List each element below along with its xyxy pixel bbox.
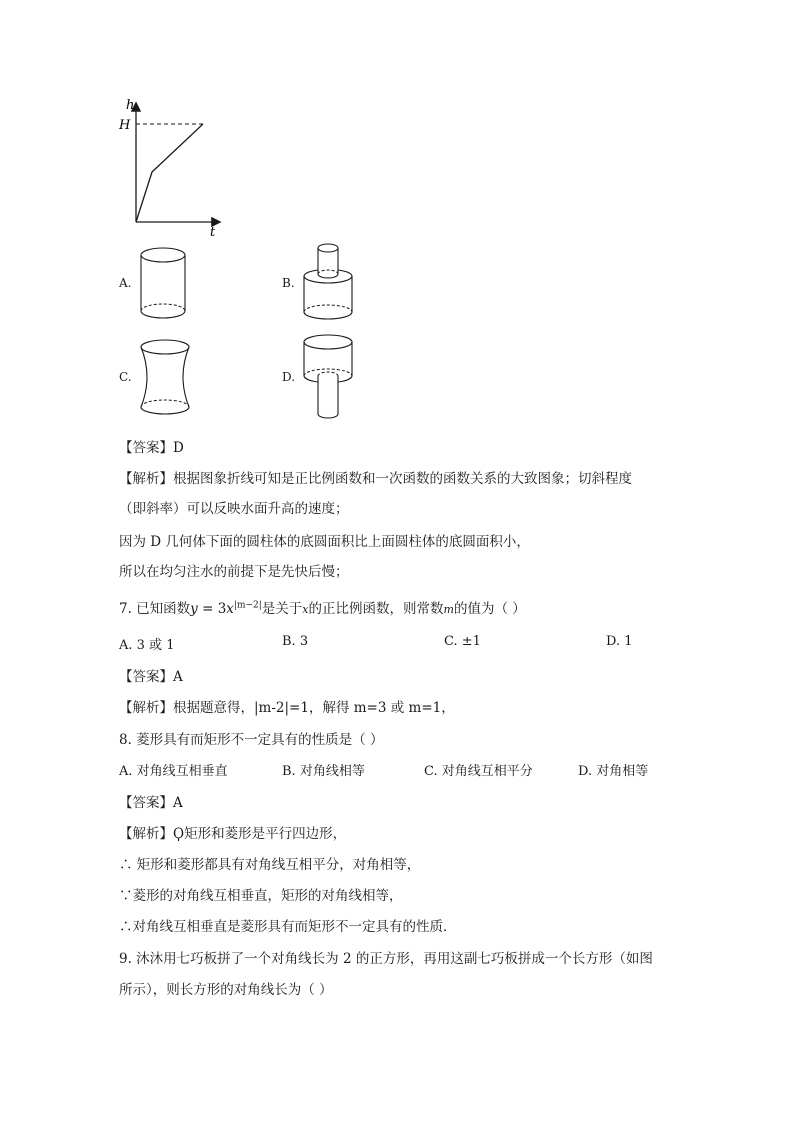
q6-analysis-line-3: 因为 D 几何体下面的圆柱体的底圆面积比上面圆柱体的底圆面积小，	[119, 534, 530, 550]
option-c-label: C.	[119, 370, 132, 384]
q8-analysis-line-4: ∴对角线互相垂直是菱形具有而矩形不一定具有的性质．	[119, 919, 457, 935]
option-a-label: A.	[119, 276, 132, 290]
option-d-label: D.	[282, 370, 296, 384]
q7-func-var: x	[226, 601, 234, 617]
q8-option-d: D. 对角相等	[578, 764, 649, 779]
q7-middle: 是关于	[261, 601, 303, 617]
q8-option-c: C. 对角线互相平分	[424, 764, 533, 779]
q6-analysis-line-4: 所以在均匀注水的前提下是先快后慢；	[119, 564, 349, 580]
q9-question-line-1: 9. 沐沐用七巧板拼了一个对角线长为 2 的正方形，再用这副七巧板拼成一个长方形（如图	[119, 951, 653, 967]
q7-func-eq: = 3	[197, 601, 227, 617]
level-label: H	[119, 118, 131, 133]
q8-answer: 【答案】A	[119, 795, 183, 811]
q7-var-m: m	[443, 603, 454, 616]
option-d-stacked-cylinder-figure	[296, 332, 360, 424]
q7-option-a: A. 3 或 1	[119, 638, 175, 653]
q7-suffix: 的正比例函数，则常数	[308, 601, 444, 617]
q6-answer: 【答案】D	[119, 440, 184, 456]
q8-option-a: A. 对角线互相垂直	[119, 764, 228, 779]
option-c-hourglass-figure	[133, 335, 197, 421]
q8-analysis-line-3: ∵菱形的对角线互相垂直，矩形的对角线相等，	[119, 888, 403, 904]
q7-analysis: 【解析】根据题意得，|m-2|=1，解得 m=3 或 m=1，	[119, 700, 455, 716]
q7-end: 的值为（ ）	[453, 601, 526, 617]
option-b-stacked-cylinder-figure	[296, 238, 360, 324]
q7-prefix: 7. 已知函数	[119, 601, 191, 617]
q8-question: 8. 菱形具有而矩形不一定具有的性质是（ ）	[119, 732, 384, 748]
option-a-cylinder-figure	[133, 243, 193, 323]
q7-question	[119, 597, 526, 617]
x-axis-label: t	[210, 225, 216, 238]
y-axis-label: h	[126, 98, 135, 113]
q8-analysis-line-1: 【解析】Ϙ矩形和菱形是平行四边形，	[119, 826, 347, 842]
q7-var-x: x	[302, 603, 309, 616]
q6-analysis-line-2: （即斜率）可以反映水面升高的速度；	[119, 501, 349, 517]
q8-option-b: B. 对角线相等	[282, 764, 365, 779]
q8-analysis-line-2: ∴ 矩形和菱形都具有对角线互相平分，对角相等，	[119, 857, 421, 873]
q7-option-c: C. ±1	[444, 634, 481, 649]
height-curve	[136, 124, 203, 222]
q7-option-d: D. 1	[606, 634, 633, 649]
q7-exponent: |m−2|	[233, 600, 262, 611]
q7-answer: 【答案】A	[119, 669, 183, 685]
q9-question-line-2: 所示），则长方形的对角线长为（ ）	[119, 982, 333, 998]
option-b-label: B.	[282, 276, 295, 290]
water-height-graph	[115, 98, 230, 238]
q6-analysis-line-1: 【解析】根据图象折线可知是正比例函数和一次函数的函数关系的大致图象；切斜程度	[119, 471, 632, 487]
q7-option-b: B. 3	[282, 634, 309, 649]
q7-func-lhs: y	[190, 601, 198, 617]
